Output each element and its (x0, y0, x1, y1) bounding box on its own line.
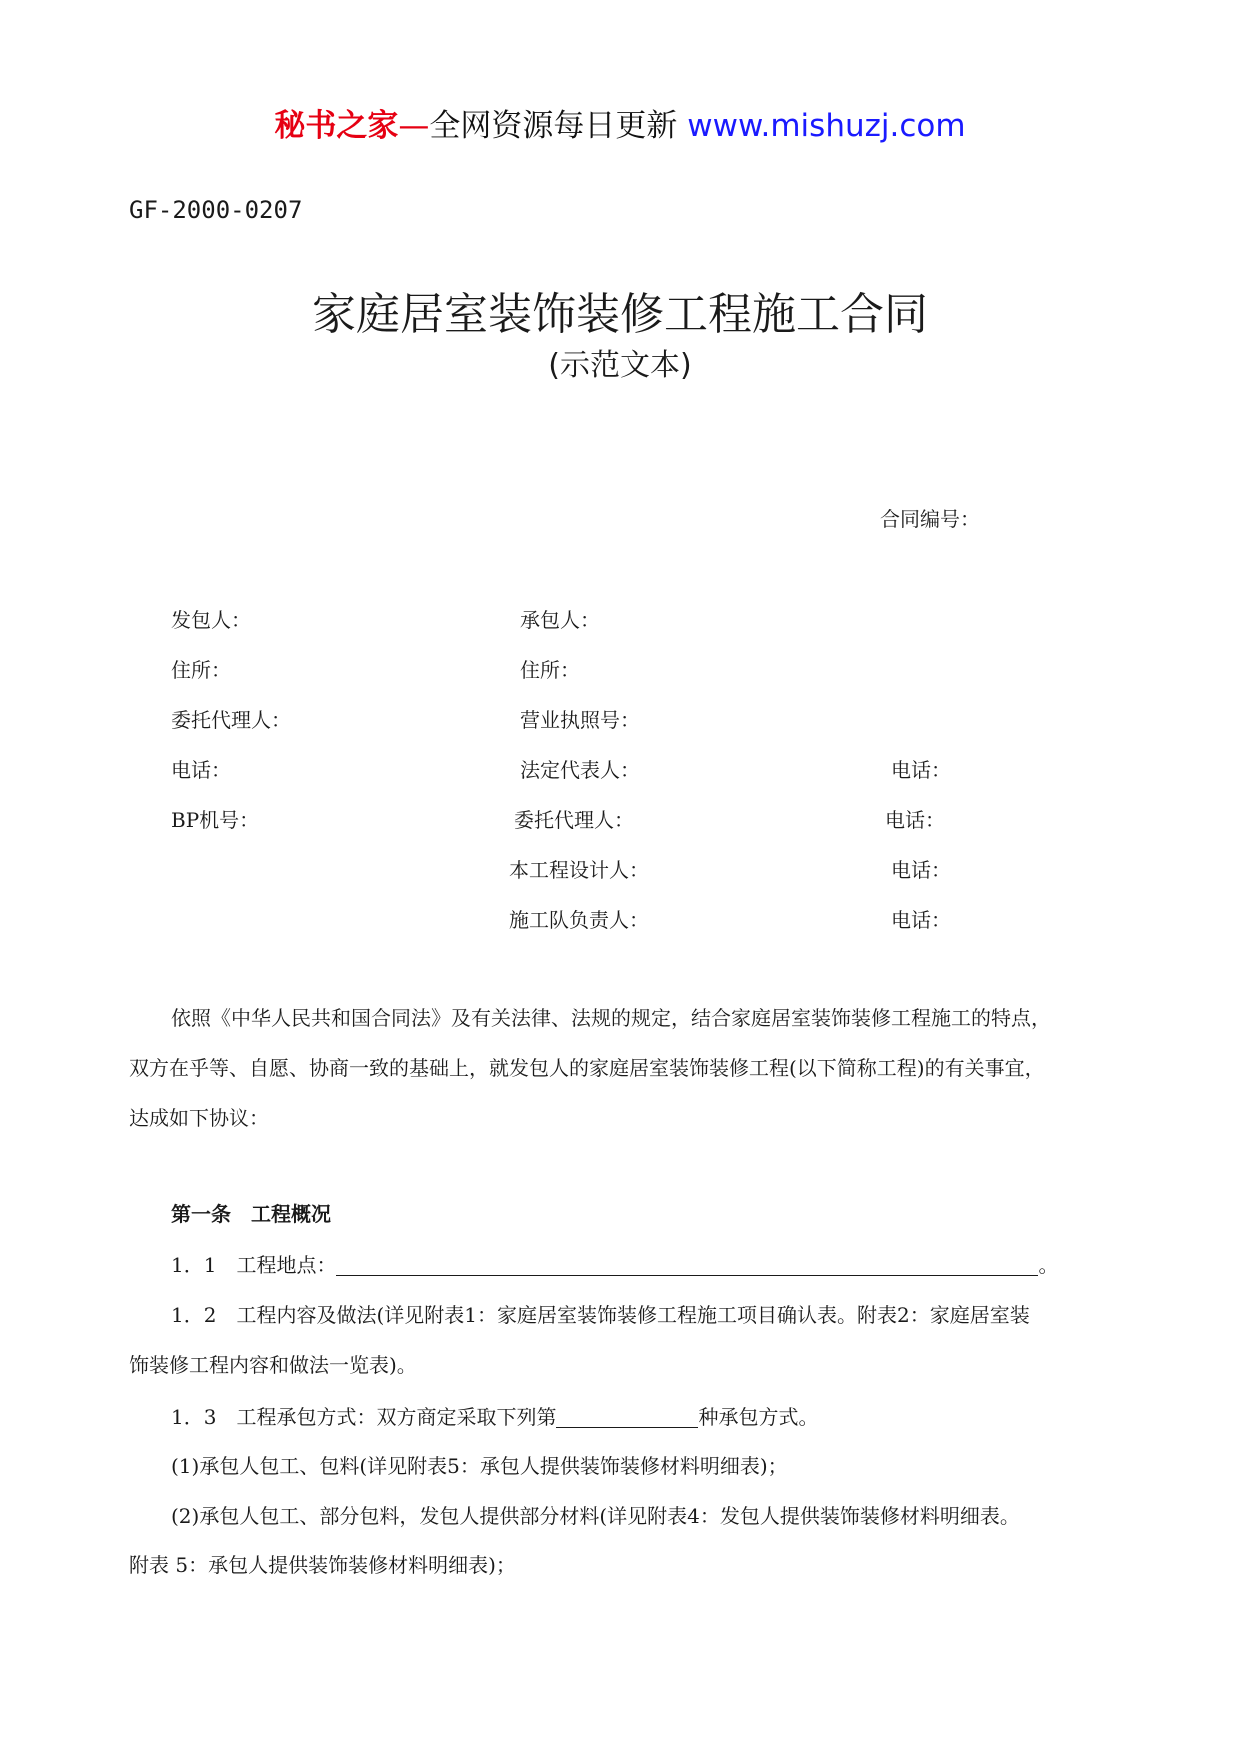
banner-url-link[interactable]: www.mishuzj.com (687, 108, 966, 144)
employer-bp-label: BP机号： (171, 808, 260, 832)
employer-agent-label: 委托代理人： (171, 708, 291, 732)
contractor-license-label: 营业执照号： (520, 708, 640, 732)
preamble-line-1: 依照《中华人民共和国合同法》及有关法律、法规的规定，结合家庭居室装饰装修工程施工的特点， (171, 1006, 1051, 1030)
contractor-agent-label: 委托代理人： (514, 808, 634, 832)
designer-phone-label: 电话： (891, 858, 951, 882)
option-1: (1)承包人包工、包料(详见附表5：承包人提供装饰装修材料明细表)； (171, 1454, 788, 1478)
clause-1-3 (171, 1401, 818, 1430)
option-2-line-2: 附表 5：承包人提供装饰装修材料明细表)； (129, 1553, 516, 1577)
document-subtitle: (示范文本) (548, 348, 692, 383)
contractor-label: 承包人： (520, 608, 600, 632)
banner-brand: 秘书之家 (274, 108, 399, 144)
clause-1-2-number: 1．2 (171, 1303, 217, 1327)
clause-1-1-end: 。 (1038, 1253, 1059, 1277)
contract-method-blank[interactable] (556, 1405, 698, 1428)
banner-slogan: 全网资源每日更新 (429, 108, 678, 144)
option-2-line-1: (2)承包人包工、部分包料，发包人提供部分材料(详见附表4：发包人提供装饰装修材料明细表。 (171, 1504, 1020, 1528)
document-code: GF-2000-0207 (129, 196, 303, 224)
clause-1-3-text: 工程承包方式：双方商定采取下列第 (236, 1405, 557, 1429)
contractor-address-label: 住所： (520, 658, 580, 682)
preamble-line-2: 双方在乎等、自愿、协商一致的基础上，就发包人的家庭居室装饰装修工程(以下简称工程)的有关事宜， (129, 1056, 1045, 1080)
clause-1-1-number: 1．1 (171, 1253, 217, 1277)
project-location-blank[interactable] (336, 1253, 1038, 1276)
designer-label: 本工程设计人： (509, 858, 649, 882)
employer-label: 发包人： (171, 608, 251, 632)
team-leader-label: 施工队负责人： (509, 908, 649, 932)
employer-address-label: 住所： (171, 658, 231, 682)
contractor-agent-phone-label: 电话： (885, 808, 945, 832)
clause-1-2-line-2: 饰装修工程内容和做法一览表)。 (129, 1353, 417, 1377)
site-banner (0, 100, 1240, 145)
contract-number-label: 合同编号： (880, 507, 980, 531)
banner-dash: — (398, 108, 430, 144)
clause-1-1 (171, 1249, 1058, 1278)
contractor-legal-rep-label: 法定代表人： (520, 758, 640, 782)
legal-rep-phone-label: 电话： (891, 758, 951, 782)
team-leader-phone-label: 电话： (891, 908, 951, 932)
preamble-line-3: 达成如下协议： (129, 1106, 269, 1130)
article-1-heading: 第一条 工程概况 (171, 1202, 331, 1226)
clause-1-2-text: 工程内容及做法(详见附表1：家庭居室装饰装修工程施工项目确认表。附表2：家庭居室装 (236, 1303, 1030, 1327)
clause-1-3-end: 种承包方式。 (698, 1405, 819, 1429)
clause-1-2-line-1 (171, 1299, 1030, 1328)
clause-1-1-text: 工程地点： (236, 1253, 337, 1277)
document-title: 家庭居室装饰装修工程施工合同 (312, 289, 928, 340)
employer-phone-label: 电话： (171, 758, 231, 782)
clause-1-3-number: 1．3 (171, 1405, 217, 1429)
